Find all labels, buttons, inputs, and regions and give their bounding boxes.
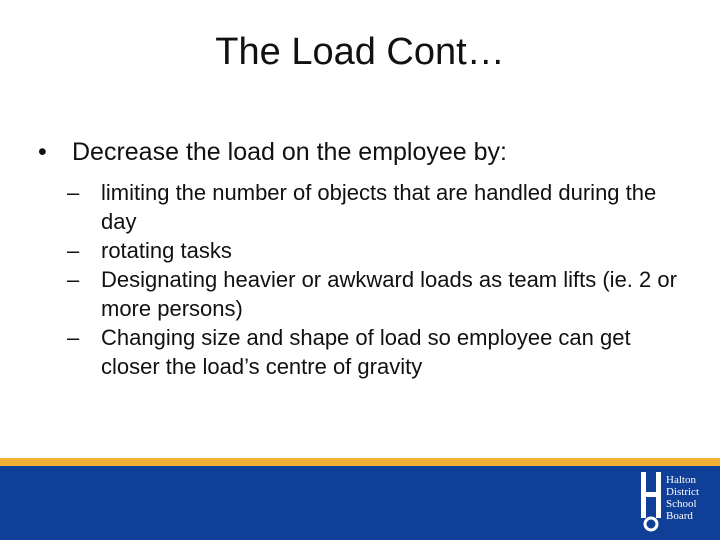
sub-bullet-marker: – — [67, 325, 80, 350]
bullet-main-text: Decrease the load on the employee by: — [72, 138, 507, 166]
logo-line: District — [666, 486, 699, 498]
footer-blue-band — [0, 466, 720, 540]
halton-figure-icon — [638, 470, 664, 532]
sub-bullet-item — [38, 178, 688, 236]
halton-logo — [634, 468, 714, 534]
sub-bullet-marker: – — [67, 180, 80, 205]
logo-line: Board — [666, 510, 693, 522]
sub-bullet-list — [38, 178, 688, 381]
slide-content — [38, 136, 688, 381]
bullet-main — [38, 136, 688, 168]
sub-bullet-text: rotating tasks — [101, 238, 232, 263]
sub-bullet-item — [38, 323, 688, 381]
bullet-marker: • — [38, 138, 47, 166]
sub-bullet-text: limiting the number of objects that are handled during the day — [101, 180, 657, 234]
sub-bullet-marker: – — [67, 238, 80, 263]
sub-bullet-marker: – — [67, 267, 80, 292]
sub-bullet-item — [38, 236, 688, 265]
logo-text — [666, 474, 699, 522]
logo-line: Halton — [666, 474, 696, 486]
sub-bullet-text: Designating heavier or awkward loads as team lifts (ie. 2 or more persons) — [101, 267, 677, 321]
slide-title: The Load Cont… — [215, 31, 505, 73]
sub-bullet-text: Changing size and shape of load so employee can get closer the load’s centre of gravity — [101, 325, 631, 379]
footer-gold-stripe — [0, 458, 720, 466]
sub-bullet-item — [38, 265, 688, 323]
logo-line: School — [666, 498, 697, 510]
